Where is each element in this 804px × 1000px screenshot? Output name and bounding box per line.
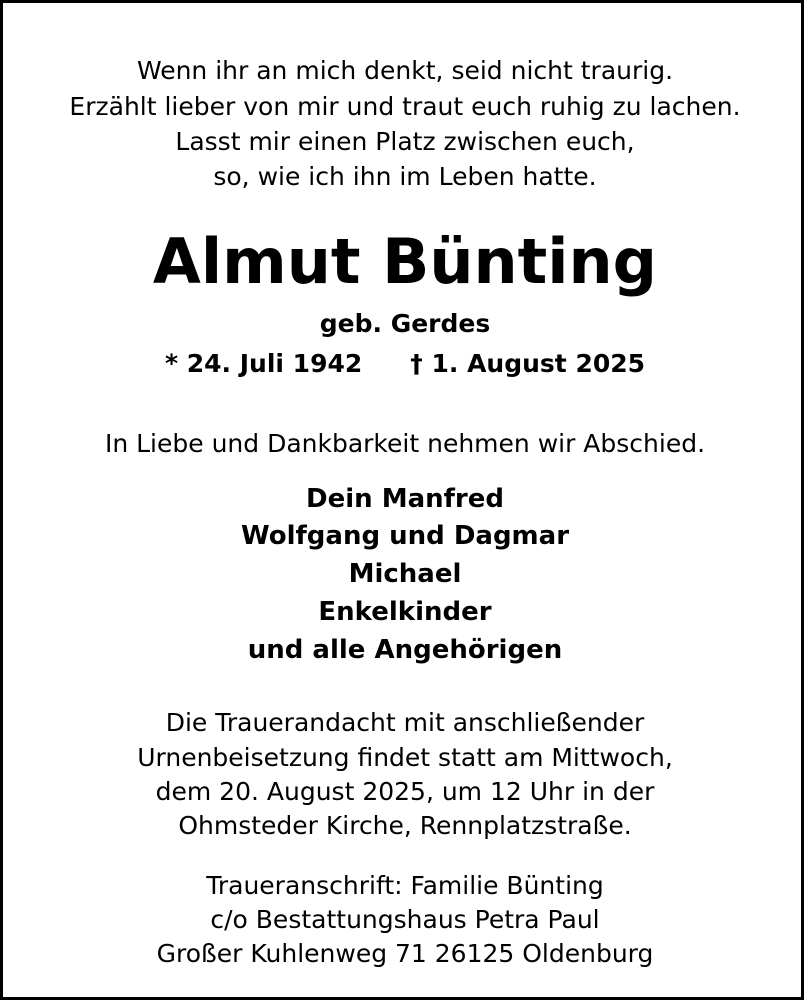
address-line-2: c/o Bestattungshaus Petra Paul — [210, 905, 600, 934]
mourner-5: und alle Angehörigen — [247, 635, 563, 665]
mourner-1: Dein Manfred — [306, 484, 504, 514]
address-line-1: Traueranschrift: Familie Bünting — [206, 871, 604, 900]
poem-line-3: Lasst mir einen Platz zwischen euch, — [175, 127, 635, 156]
poem-line-2: Erzählt lieber von mir und traut euch ruhig zu lachen. — [69, 92, 741, 121]
death-date: † 1. August 2025 — [410, 349, 646, 378]
service-line-4: Ohmsteder Kirche, Rennplatzstraße. — [178, 811, 632, 840]
deceased-name: Almut Bünting — [152, 225, 658, 298]
mourner-2: Wolfgang und Dagmar — [240, 521, 570, 551]
poem-line-4: so, wie ich ihn im Leben hatte. — [213, 162, 597, 191]
mourner-3: Michael — [348, 559, 462, 589]
maiden-name: geb. Gerdes — [319, 309, 491, 338]
address-line-3: Großer Kuhlenweg 71 26125 Oldenburg — [156, 939, 654, 968]
service-line-2: Urnenbeisetzung findet statt am Mittwoch, — [137, 743, 673, 772]
poem-line-1: Wenn ihr an mich denkt, seid nicht traurig. — [136, 56, 674, 85]
service-line-3: dem 20. August 2025, um 12 Uhr in der — [155, 777, 655, 806]
birth-date: * 24. Juli 1942 — [164, 349, 363, 378]
service-line-1: Die Trauerandacht mit anschließender — [165, 708, 645, 737]
farewell-text: In Liebe und Dankbarkeit nehmen wir Abschied. — [104, 429, 706, 458]
life-dates — [3, 349, 804, 378]
mourner-4: Enkelkinder — [318, 597, 492, 627]
